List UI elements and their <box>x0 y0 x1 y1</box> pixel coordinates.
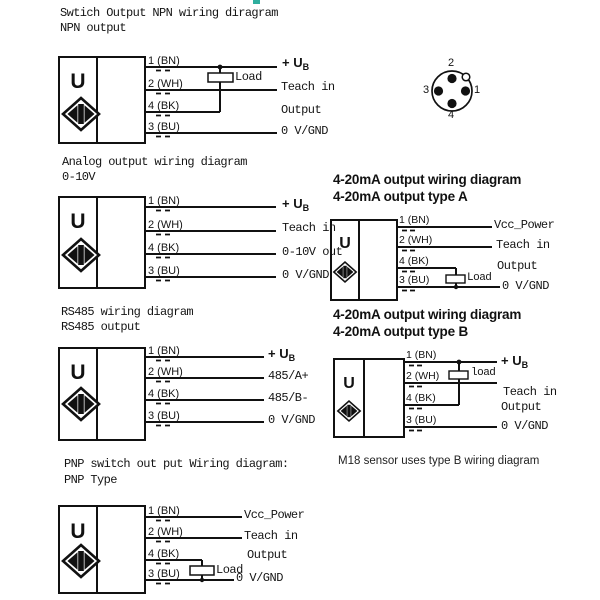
rs485-pin-4: 4 (BK) <box>148 388 180 400</box>
analog-sensor-letter: U <box>70 210 86 233</box>
rs485-signal-b: 485/B- <box>268 391 309 405</box>
pnp-load-label: Load <box>216 563 243 577</box>
type-b-signal-ub: + $U_B$ <box>501 353 529 370</box>
type-b-sensor-block <box>334 359 404 437</box>
pnp-pin-1: 1 (BN) <box>148 505 180 517</box>
pnp-load-resistor <box>190 566 214 575</box>
npn-pin-1: 1 (BN) <box>148 55 180 67</box>
type-a-load-resistor <box>446 275 465 283</box>
type-b-title: 4-20mA output wiring diagram <box>333 307 522 322</box>
npn-pin-3: 3 (BU) <box>148 121 180 133</box>
pnp-title: PNP switch out put Wiring diagram: <box>64 457 289 471</box>
rs485-title: RS485 wiring diagram <box>61 305 194 319</box>
type-a-pin-4: 4 (BK) <box>399 255 429 267</box>
npn-signal-gnd: 0 V/GND <box>281 124 328 138</box>
rs485-signal-a: 485/A+ <box>268 369 309 383</box>
connector-pin-top-label: 2 <box>448 57 455 69</box>
type-a-pin-2: 2 (WH) <box>399 234 433 246</box>
npn-pin-4: 4 (BK) <box>148 100 180 112</box>
npn-sensor-letter: U <box>70 70 86 93</box>
rs485-signal-ub: + $U_B$ <box>268 346 296 363</box>
type-b-sensor-letter: U <box>343 375 355 392</box>
type-b-load-resistor <box>449 371 468 379</box>
type-a-signal-vcc: Vcc_Power <box>494 218 555 232</box>
npn-title: Swtich Output NPN wiring diragram <box>60 6 278 20</box>
type-b-pin-4: 4 (BK) <box>406 392 436 404</box>
npn-signal-output: Output <box>281 103 322 117</box>
type-a-signal-output: Output <box>497 259 538 273</box>
pnp-signal-output: Output <box>247 548 288 562</box>
type-a-pin-3: 3 (BU) <box>399 274 430 286</box>
type-b-pin-2: 2 (WH) <box>406 370 440 382</box>
type-b-pin-3: 3 (BU) <box>406 414 437 426</box>
type-a-signal-gnd: 0 V/GND <box>502 279 549 293</box>
rs485-pin-3: 3 (BU) <box>148 410 180 422</box>
rs485-pin-1: 1 (BN) <box>148 345 180 357</box>
npn-subtitle: NPN output <box>60 21 127 35</box>
pnp-sensor-letter: U <box>70 520 86 543</box>
npn-signal-ub: + $U_B$ <box>282 55 310 72</box>
pnp-subtitle: PNP Type <box>64 473 117 487</box>
connector-pin-right-label: 1 <box>474 84 481 96</box>
pnp-pin-4: 4 (BK) <box>148 548 180 560</box>
type-a-sensor-block <box>331 220 397 300</box>
npn-pin-2: 2 (WH) <box>148 78 183 90</box>
npn-signal-teach: Teach in <box>281 80 335 94</box>
analog-signal-ub: + $U_B$ <box>282 196 310 213</box>
rs485-signal-gnd: 0 V/GND <box>268 413 315 427</box>
pnp-signal-gnd: 0 V/GND <box>236 571 283 585</box>
type-a-sensor-letter: U <box>339 235 351 252</box>
m18-note: M18 sensor uses type B wiring diagram <box>338 455 540 467</box>
npn-load-label: Load <box>235 70 262 84</box>
analog-pin-1: 1 (BN) <box>148 195 180 207</box>
rs485-subtitle: RS485 output <box>61 320 141 334</box>
type-b-signal-teach: Teach in <box>503 385 557 399</box>
pnp-signal-teach: Teach in <box>244 529 298 543</box>
analog-pin-3: 3 (BU) <box>148 265 180 277</box>
type-b-signal-output: Output <box>501 400 542 414</box>
connector-notch <box>462 73 470 81</box>
pnp-pin-3: 3 (BU) <box>148 568 180 580</box>
analog-title: Analog output wiring diagram <box>62 155 247 169</box>
npn-load-resistor <box>208 73 233 82</box>
pnp-pin-2: 2 (WH) <box>148 526 183 538</box>
analog-pin-4: 4 (BK) <box>148 242 180 254</box>
type-b-signal-gnd: 0 V/GND <box>501 419 548 433</box>
type-a-load-label: Load <box>467 272 492 284</box>
rs485-pin-2: 2 (WH) <box>148 366 183 378</box>
rs485-sensor-letter: U <box>70 361 86 384</box>
type-a-pin-1: 1 (BN) <box>399 214 430 226</box>
analog-subtitle: 0-10V <box>62 170 96 184</box>
pnp-signal-vcc: Vcc_Power <box>244 508 305 522</box>
analog-signal-gnd: 0 V/GND <box>282 268 329 282</box>
type-a-signal-teach: Teach in <box>496 238 550 252</box>
analog-pin-2: 2 (WH) <box>148 219 183 231</box>
type-b-load-label: load <box>471 367 496 379</box>
connector-pinout-icon <box>432 71 472 111</box>
type-b-pin-1: 1 (BN) <box>406 349 437 361</box>
analog-signal-teach: Teach in <box>282 221 336 235</box>
connector-pin-left-label: 3 <box>423 84 430 96</box>
type-a-title: 4-20mA output wiring diagram <box>333 172 522 187</box>
type-b-subtitle: 4-20mA output type B <box>333 324 469 339</box>
connector-pin-bottom-label: 4 <box>448 109 455 121</box>
analog-signal-output: 0-10V out <box>282 245 343 259</box>
type-a-subtitle: 4-20mA output type A <box>333 189 468 204</box>
